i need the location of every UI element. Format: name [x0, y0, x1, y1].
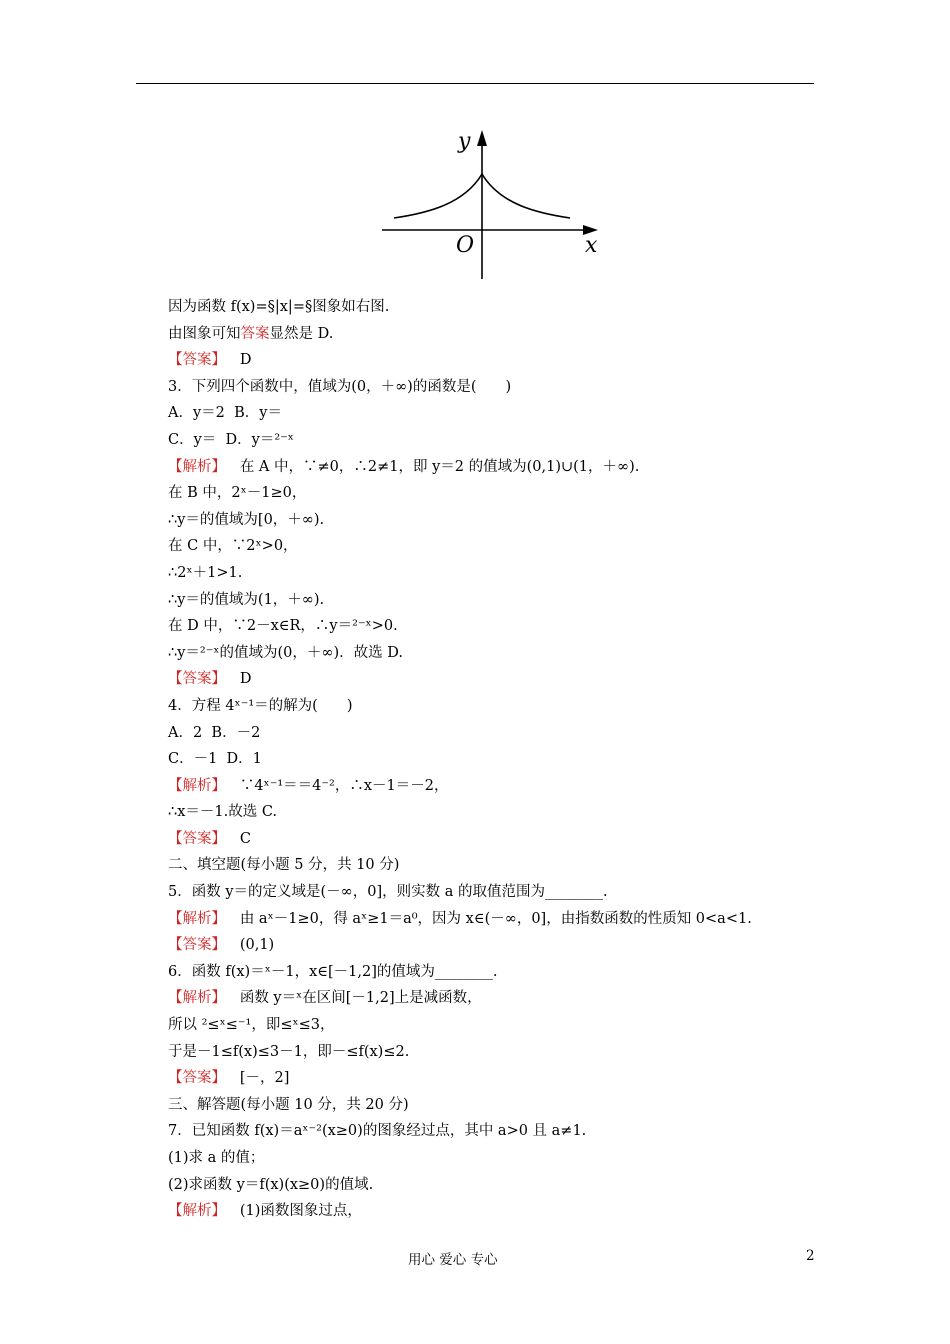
x-axis-label: x — [585, 233, 598, 258]
line-text: C — [226, 830, 251, 847]
text-line — [168, 1118, 818, 1145]
text-line — [168, 932, 818, 959]
line-text: C．y＝ D．y＝²⁻ˣ — [168, 431, 294, 448]
line-text: 在 A 中，∵≠0，∴2≠1，即 y＝2 的值域为(0,1)∪(1，＋∞). — [226, 458, 640, 475]
text-line — [168, 693, 818, 720]
section-tag: 【解析】 — [168, 1203, 226, 1220]
text-line — [168, 1012, 818, 1039]
text-line — [168, 294, 818, 321]
text-line — [168, 321, 818, 348]
y-axis-label: y — [458, 129, 471, 154]
line-text: (0,1) — [226, 937, 275, 954]
line-text: 函数 y＝ˣ在区间[－1,2]上是减函数， — [226, 990, 482, 1007]
y-axis-arrow — [477, 130, 487, 146]
header-rule — [136, 83, 814, 84]
text-line — [168, 799, 818, 826]
line-text: ∴x＝－1.故选 C. — [168, 804, 278, 821]
line-text: ∴2ˣ＋1>1. — [168, 564, 243, 581]
footer-motto: 用心 爱心 专心 — [408, 1252, 498, 1268]
page-number: 2 — [806, 1248, 815, 1264]
line-text: 7．已知函数 f(x)＝aˣ⁻²(x≥0)的图象经过点，其中 a>0 且 a≠1. — [168, 1123, 587, 1140]
text-line — [168, 533, 818, 560]
line-text: (1)求 a 的值； — [168, 1150, 265, 1166]
line-text: 由图象可知 — [168, 325, 241, 342]
line-text: 因为函数 f(x)=§|x|=§图象如右图. — [168, 299, 390, 315]
section-tag: 【解析】 — [168, 910, 226, 927]
line-text: 三、解答题(每小题 10 分，共 20 分) — [168, 1096, 409, 1113]
text-line — [168, 640, 818, 667]
text-line — [168, 1198, 818, 1225]
text-line — [168, 347, 818, 374]
line-text: A．2 B．－2 — [168, 724, 261, 741]
text-line — [168, 1092, 818, 1119]
line-text: 显然是 D. — [269, 325, 334, 342]
text-line — [168, 879, 818, 906]
section-tag: 【解析】 — [168, 777, 226, 794]
text-line — [168, 852, 818, 879]
origin-label: O — [456, 233, 475, 258]
line-text: (1)函数图象过点， — [226, 1203, 362, 1220]
line-text: (2)求函数 y＝f(x)(x≥0)的值域. — [168, 1176, 374, 1193]
line-text: 在 B 中，2ˣ－1≥0， — [168, 485, 307, 502]
section-tag: 【答案】 — [168, 830, 226, 847]
section-tag: 【答案】 — [168, 352, 226, 369]
line-text: [－，2] — [226, 1070, 290, 1087]
text-line — [168, 374, 818, 401]
text-line — [168, 720, 818, 747]
section-tag: 【解析】 — [168, 990, 226, 1007]
line-text: ∵4ˣ⁻¹＝＝4⁻²，∴x－1＝－2， — [226, 777, 449, 794]
line-text: D — [226, 352, 252, 369]
text-line — [168, 507, 818, 534]
line-text: 6．函数 f(x)＝ˣ－1，x∈[－1,2]的值域为________. — [168, 963, 498, 980]
text-line — [168, 959, 818, 986]
highlight-text: 答案 — [240, 325, 270, 342]
line-text: D — [226, 671, 252, 688]
text-line — [168, 1145, 818, 1172]
text-line — [168, 1172, 818, 1199]
text-line — [168, 560, 818, 587]
line-text: 5．函数 y＝的定义域是(－∞，0]，则实数 a 的取值范围为________. — [168, 884, 608, 901]
line-text: 4．方程 4ˣ⁻¹＝的解为( ) — [168, 697, 353, 714]
line-text: 在 C 中，∵2ˣ>0， — [168, 538, 298, 555]
text-line — [168, 1039, 818, 1066]
text-line — [168, 400, 818, 427]
line-text: 在 D 中，∵2－x∈R，∴y＝²⁻ˣ>0. — [168, 618, 398, 635]
text-line — [168, 427, 818, 454]
text-line — [168, 773, 818, 800]
section-tag: 【答案】 — [168, 671, 226, 688]
text-line — [168, 826, 818, 853]
section-tag: 【答案】 — [168, 937, 226, 954]
line-text: ∴y＝的值域为(1，＋∞). — [168, 591, 325, 608]
section-tag: 【解析】 — [168, 458, 226, 475]
line-text: C．－1 D．1 — [168, 751, 262, 768]
text-line — [168, 454, 818, 481]
text-line — [168, 587, 818, 614]
line-text: 二、填空题(每小题 5 分，共 10 分) — [168, 857, 400, 874]
line-text: A．y＝2 B．y＝ — [168, 405, 282, 422]
text-line — [168, 666, 818, 693]
text-line — [168, 480, 818, 507]
text-line — [168, 906, 818, 933]
line-text: 由 aˣ－1≥0，得 aˣ≥1＝a⁰，因为 x∈(－∞，0]，由指数函数的性质知 0<a<1. — [226, 910, 752, 927]
function-graph-figure — [376, 124, 606, 286]
line-text: 所以 ²≤ˣ≤⁻¹，即≤ˣ≤3， — [168, 1017, 335, 1034]
line-text: 3．下列四个函数中，值域为(0，＋∞)的函数是( ) — [168, 378, 512, 395]
line-text: ∴y＝²⁻ˣ的值域为(0，＋∞)．故选 D. — [168, 644, 403, 661]
document-body — [168, 294, 818, 1225]
text-line — [168, 746, 818, 773]
line-text: ∴y＝的值域为[0，＋∞). — [168, 511, 325, 528]
text-line — [168, 1065, 818, 1092]
text-line — [168, 985, 818, 1012]
line-text: 于是－1≤f(x)≤3－1，即－≤f(x)≤2. — [168, 1043, 410, 1060]
text-line — [168, 613, 818, 640]
section-tag: 【答案】 — [168, 1070, 226, 1087]
